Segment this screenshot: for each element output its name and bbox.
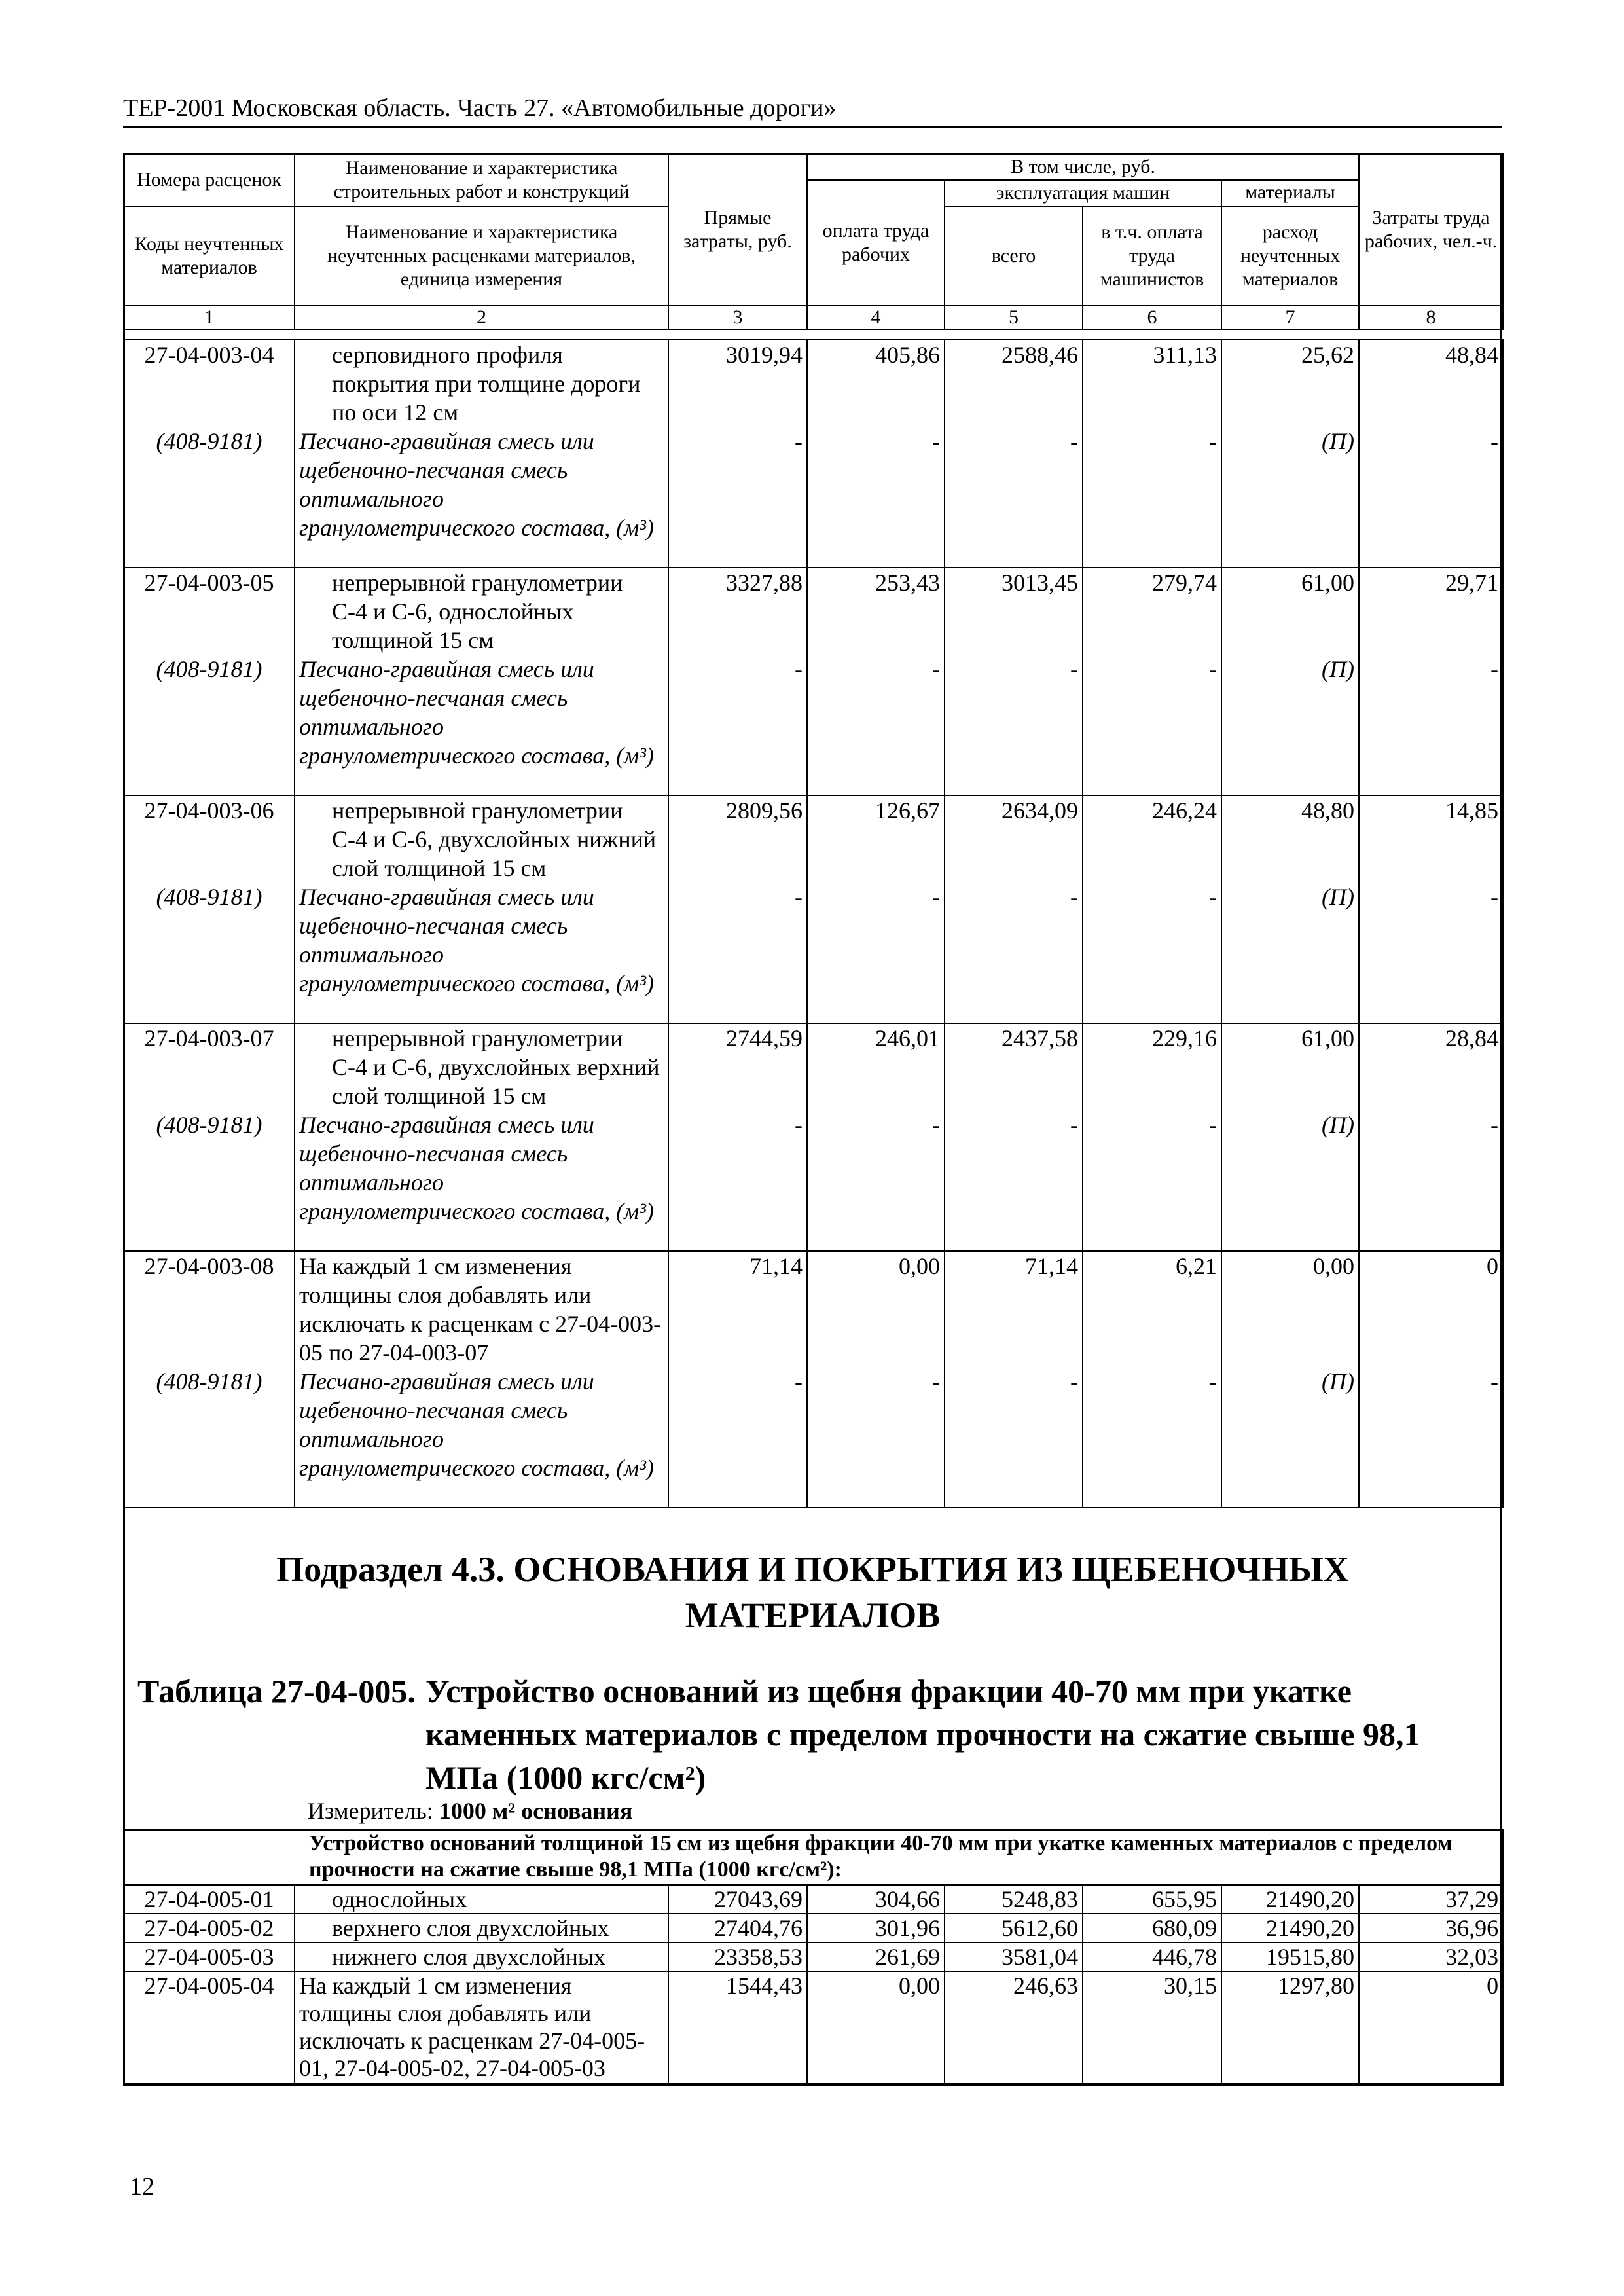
- rate-name-cell: [295, 795, 668, 1023]
- material-code: (408-9181): [156, 656, 262, 682]
- rate-value: 246,63: [945, 1971, 1083, 2085]
- value-cell: [945, 1251, 1083, 1508]
- rate-value: 30,15: [1083, 1971, 1221, 2085]
- rate-row: [124, 795, 1503, 1023]
- material-value: -: [1490, 884, 1498, 910]
- material-value: -: [795, 656, 803, 682]
- material-value: -: [1070, 656, 1078, 682]
- rate-value: 28,84: [1445, 1025, 1498, 1051]
- col-number: 6: [1083, 306, 1221, 329]
- rate-name: верхнего слоя двухслойных: [332, 1915, 609, 1941]
- rate-name: непрерывной гранулометрии С-4 и С-6, двухслойных нижний слой толщиной 15 см: [332, 797, 657, 881]
- material-value: -: [932, 656, 940, 682]
- rate-row: [124, 1971, 1503, 2085]
- material-value: -: [795, 1368, 803, 1394]
- material-name: Песчано-гравийная смесь или щебеночно-песчаная смесь оптимального гранулометрического состава, (м³): [299, 1368, 654, 1481]
- rate-code: 27-04-003-05: [144, 570, 274, 596]
- col-number: 5: [945, 306, 1083, 329]
- value-cell: [807, 1023, 945, 1251]
- table-number: Таблица 27-04-005.: [137, 1673, 416, 1709]
- rate-value: 48,80: [1301, 797, 1354, 824]
- rate-value: 21490,20: [1221, 1914, 1359, 1942]
- value-cell: [1221, 340, 1359, 568]
- rate-value: 229,16: [1152, 1025, 1217, 1051]
- rate-value: 0,00: [1313, 1253, 1354, 1279]
- rate-row: [124, 568, 1503, 795]
- rate-name-cell: [295, 1914, 668, 1942]
- rate-code: 27-04-003-08: [144, 1253, 274, 1279]
- material-value: -: [932, 428, 940, 454]
- material-value: -: [795, 428, 803, 454]
- rate-row: [124, 1251, 1503, 1508]
- rate-value: 71,14: [749, 1253, 803, 1279]
- value-cell: [1359, 795, 1503, 1023]
- rate-value: 3327,88: [726, 570, 803, 596]
- rate-name: непрерывной гранулометрии С-4 и С-6, двухслойных верхний слой толщиной 15 см: [332, 1025, 660, 1109]
- material-value: (П): [1322, 884, 1354, 910]
- value-cell: [1083, 568, 1221, 795]
- material-value: (П): [1322, 1368, 1354, 1394]
- col1-bottom-header: Коды неучтенных материалов: [124, 206, 295, 306]
- value-cell: [1083, 1023, 1221, 1251]
- rates-table-body: [123, 339, 1504, 1508]
- rate-value: 253,43: [875, 570, 940, 596]
- rate-name-cell: [295, 1971, 668, 2085]
- machine-operation-header: эксплуатация машин: [945, 180, 1221, 206]
- rate-value: 2744,59: [726, 1025, 803, 1051]
- rate-code: 27-04-005-04: [124, 1971, 295, 2085]
- rate-code-cell: [124, 568, 295, 795]
- rate-value: 3019,94: [726, 342, 803, 368]
- material-code: (408-9181): [156, 428, 262, 454]
- material-code: (408-9181): [156, 1112, 262, 1138]
- rate-name-cell: [295, 340, 668, 568]
- value-cell: [807, 340, 945, 568]
- value-cell: [1359, 568, 1503, 795]
- value-cell: [1221, 568, 1359, 795]
- rate-row: [124, 1023, 1503, 1251]
- table-description: Устройство оснований из щебня фракции 40-70 мм при укатке каменных материалов с пределом прочности на сжатие свыше 98,1 МПа (1000 кгс/см²): [425, 1673, 1420, 1796]
- direct-costs-header: Прямые затраты, руб.: [668, 154, 807, 306]
- rate-value: 0,00: [899, 1253, 940, 1279]
- measure-label: Измеритель:: [308, 1798, 433, 1824]
- value-cell: [1359, 1251, 1503, 1508]
- materials-header: материалы: [1221, 180, 1359, 206]
- material-value: -: [1490, 1368, 1498, 1394]
- value-cell: [1221, 1251, 1359, 1508]
- page-number: 12: [130, 2173, 154, 2200]
- material-value: -: [1490, 656, 1498, 682]
- material-value: (П): [1322, 656, 1354, 682]
- material-name: Песчано-гравийная смесь или щебеночно-песчаная смесь оптимального гранулометрического состава, (м³): [299, 428, 654, 541]
- col-number: 4: [807, 306, 945, 329]
- col1-top-header: Номера расценок: [124, 154, 295, 206]
- value-cell: [668, 568, 807, 795]
- material-value: -: [795, 1112, 803, 1138]
- rate-value: 1544,43: [668, 1971, 807, 2085]
- value-cell: [807, 568, 945, 795]
- col-number: 3: [668, 306, 807, 329]
- value-cell: [1359, 1023, 1503, 1251]
- rate-code: 27-04-005-02: [124, 1914, 295, 1942]
- rate-value: 3581,04: [945, 1942, 1083, 1971]
- rate-name: однослойных: [332, 1886, 467, 1912]
- value-cell: [1221, 1023, 1359, 1251]
- rate-code-cell: [124, 1251, 295, 1508]
- material-value: -: [1490, 1112, 1498, 1138]
- material-value: -: [1070, 884, 1078, 910]
- rate-value: 27404,76: [668, 1914, 807, 1942]
- rate-value: 246,01: [875, 1025, 940, 1051]
- rate-value: 14,85: [1445, 797, 1498, 824]
- rate-value: 25,62: [1301, 342, 1354, 368]
- rate-value: 19515,80: [1221, 1942, 1359, 1971]
- material-value: -: [1209, 884, 1217, 910]
- material-value: -: [932, 1112, 940, 1138]
- rate-row: [124, 340, 1503, 568]
- running-title: ТЕР-2001 Московская область. Часть 27. «Автомобильные дороги»: [123, 92, 1502, 128]
- rate-value: 301,96: [807, 1914, 945, 1942]
- material-name: Песчано-гравийная смесь или щебеночно-песчаная смесь оптимального гранулометрического состава, (м³): [299, 1112, 654, 1224]
- table-005: [123, 1829, 1504, 2086]
- material-value: -: [1070, 1112, 1078, 1138]
- rate-code-cell: [124, 1023, 295, 1251]
- rate-code-cell: [124, 795, 295, 1023]
- material-value: -: [1490, 428, 1498, 454]
- material-value: -: [1209, 656, 1217, 682]
- rate-value: 311,13: [1153, 342, 1217, 368]
- labor-pay-header: оплата труда рабочих: [807, 180, 945, 306]
- rate-row: [124, 1914, 1503, 1942]
- material-value: (П): [1322, 428, 1354, 454]
- rate-value: 680,09: [1083, 1914, 1221, 1942]
- table-header: [123, 153, 1504, 330]
- rate-value: 446,78: [1083, 1942, 1221, 1971]
- rate-value: 27043,69: [668, 1885, 807, 1914]
- col-number: 8: [1359, 306, 1503, 329]
- rate-value: 0,00: [807, 1971, 945, 2085]
- rate-value: 0: [1487, 1253, 1498, 1279]
- rate-name-cell: [295, 1885, 668, 1914]
- col-number: 1: [124, 306, 295, 329]
- rate-name-cell: [295, 1023, 668, 1251]
- rate-code: 27-04-005-03: [124, 1942, 295, 1971]
- value-cell: [1083, 340, 1221, 568]
- value-cell: [945, 340, 1083, 568]
- value-cell: [945, 568, 1083, 795]
- rate-code-cell: [124, 340, 295, 568]
- value-cell: [945, 1023, 1083, 1251]
- col-number: 2: [295, 306, 668, 329]
- value-cell: [1359, 340, 1503, 568]
- rate-value: 29,71: [1445, 570, 1498, 596]
- material-value: -: [795, 884, 803, 910]
- value-cell: [668, 795, 807, 1023]
- rate-value: 405,86: [875, 342, 940, 368]
- rate-name: На каждый 1 см изменения толщины слоя добавлять или исключать к расценкам 27-04-005-01, 27-04-005-02, 27-04-005-03: [299, 1973, 645, 2081]
- rate-value: 3013,45: [1001, 570, 1078, 596]
- col2-bottom-header: Наименование и характеристика неучтенных расценками материалов, единица измерения: [295, 206, 668, 306]
- material-name: Песчано-гравийная смесь или щебеночно-песчаная смесь оптимального гранулометрического состава, (м³): [299, 884, 654, 996]
- rate-value: 6,21: [1176, 1253, 1217, 1279]
- material-value: -: [1209, 428, 1217, 454]
- rate-row: [124, 1885, 1503, 1914]
- measure-line: [308, 1796, 632, 1825]
- rate-name-cell: [295, 1251, 668, 1508]
- rate-row: [124, 1942, 1503, 1971]
- rate-value: 21490,20: [1221, 1885, 1359, 1914]
- material-name: Песчано-гравийная смесь или щебеночно-песчаная смесь оптимального гранулометрического состава, (м³): [299, 656, 654, 769]
- rate-value: 61,00: [1301, 570, 1354, 596]
- rate-value: 5612,60: [945, 1914, 1083, 1942]
- rate-value: 304,66: [807, 1885, 945, 1914]
- material-value: -: [1209, 1368, 1217, 1394]
- value-cell: [1083, 795, 1221, 1023]
- rate-name: серповидного профиля покрытия при толщине дороги по оси 12 см: [332, 342, 641, 426]
- rate-code: 27-04-003-07: [144, 1025, 274, 1051]
- value-cell: [1083, 1251, 1221, 1508]
- group-title: Устройство оснований толщиной 15 см из щебня фракции 40-70 мм при укатке каменных материалов с пределом прочности на сжатие свыше 98,1 МПа (1000 кгс/см²):: [124, 1830, 1503, 1885]
- col2-top-header: Наименование и характеристика строительных работ и конструкций: [295, 154, 668, 206]
- material-value: -: [932, 1368, 940, 1394]
- rate-value: 246,24: [1152, 797, 1217, 824]
- rate-value: 1297,80: [1221, 1971, 1359, 2085]
- rate-value: 2437,58: [1001, 1025, 1078, 1051]
- value-cell: [668, 340, 807, 568]
- machine-labor-header: в т.ч. оплата труда машинистов: [1083, 206, 1221, 306]
- material-value: -: [932, 884, 940, 910]
- rate-value: 32,03: [1359, 1942, 1503, 1971]
- rate-name: нижнего слоя двухслойных: [332, 1944, 606, 1970]
- rate-value: 655,95: [1083, 1885, 1221, 1914]
- machine-total-header: всего: [945, 206, 1083, 306]
- section-title-line1: Подраздел 4.3. ОСНОВАНИЯ И ПОКРЫТИЯ ИЗ ЩЕБЕНОЧНЫХ: [276, 1550, 1349, 1589]
- value-cell: [1221, 795, 1359, 1023]
- rate-code: 27-04-005-01: [124, 1885, 295, 1914]
- material-code: (408-9181): [156, 884, 262, 910]
- section-title-line2: МАТЕРИАЛОВ: [685, 1595, 941, 1635]
- rate-value: 48,84: [1445, 342, 1498, 368]
- rate-value: 23358,53: [668, 1942, 807, 1971]
- rate-value: 279,74: [1152, 570, 1217, 596]
- rate-value: 36,96: [1359, 1914, 1503, 1942]
- material-value: -: [1209, 1112, 1217, 1138]
- rate-value: 61,00: [1301, 1025, 1354, 1051]
- rate-name-cell: [295, 1942, 668, 1971]
- material-value: -: [1070, 428, 1078, 454]
- rate-name-cell: [295, 568, 668, 795]
- rate-value: 2634,09: [1001, 797, 1078, 824]
- material-code: (408-9181): [156, 1368, 262, 1394]
- rate-value: 0: [1359, 1971, 1503, 2085]
- rate-value: 2809,56: [726, 797, 803, 824]
- rate-value: 261,69: [807, 1942, 945, 1971]
- material-value: (П): [1322, 1112, 1354, 1138]
- value-cell: [945, 795, 1083, 1023]
- labor-costs-header: Затраты труда рабочих, чел.-ч.: [1359, 154, 1503, 306]
- rate-value: 126,67: [875, 797, 940, 824]
- section-title: [123, 1546, 1502, 1638]
- material-value: -: [1070, 1368, 1078, 1394]
- measure-value: 1000 м² основания: [439, 1798, 633, 1824]
- value-cell: [807, 1251, 945, 1508]
- rate-value: 37,29: [1359, 1885, 1503, 1914]
- rate-value: 2588,46: [1001, 342, 1078, 368]
- value-cell: [807, 795, 945, 1023]
- in-that-number-header: В том числе, руб.: [807, 154, 1359, 180]
- col-number: 7: [1221, 306, 1359, 329]
- value-cell: [668, 1251, 807, 1508]
- rate-code: 27-04-003-04: [144, 342, 274, 368]
- rate-name: На каждый 1 см изменения толщины слоя добавлять или исключать к расценкам с 27-04-003-05 по 27-04-003-07: [299, 1253, 662, 1366]
- value-cell: [668, 1023, 807, 1251]
- rate-value: 5248,83: [945, 1885, 1083, 1914]
- materials-unaccounted-header: расход неучтенных материалов: [1221, 206, 1359, 306]
- rate-value: 71,14: [1025, 1253, 1078, 1279]
- rate-code: 27-04-003-06: [144, 797, 274, 824]
- rate-name: непрерывной гранулометрии С-4 и С-6, однослойных толщиной 15 см: [332, 570, 623, 653]
